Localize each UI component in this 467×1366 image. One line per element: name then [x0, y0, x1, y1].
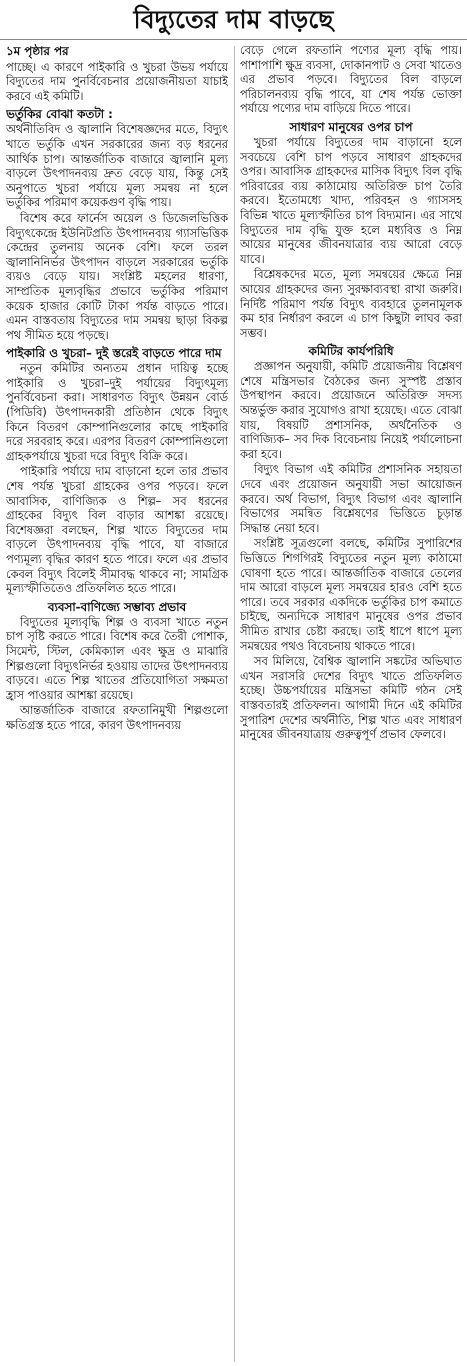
paragraph: বিদ্যুৎ বিভাগ এই কমিটির প্রশাসনিক সহায়তা দেবে এবং প্রয়োজন অনুযায়ী সভা আয়োজন করবে। অর্থ বিভাগ, বিদ্যুৎ বিভাগ এবং জ্বালানি বিভাগের সমন্বিত বিশ্লেষণের ভিত্তিতে চূড়ান্ত সিদ্ধান্ত নেয়া হবে।: [240, 463, 462, 535]
subheading-public-pressure: সাধারণ মানুষের ওপর চাপ: [289, 119, 413, 134]
paragraph: বিশ্লেষকদের মতে, মূল্য সমন্বয়ের ক্ষেত্রে নিম্ন আয়ের গ্রাহকদের জন্য সুরক্ষাব্যবস্থা রাখা জরুরি। নির্দিষ্ট পরিমাণ পর্যন্ত বিদ্যুৎ ব্যবহারে তুলনামূলক কম হার নির্ধারণ করলে এ চাপ কিছুটা লাঘব করা সম্ভব।: [240, 268, 462, 340]
paragraph: আন্তর্জাতিক বাজারে রফতানিমুখী শিল্পগুলো ক্ষতিগ্রস্ত হতে পারে, কারণ উৎপাদনব্যয়: [6, 704, 228, 732]
paragraph: বিশেষ করে ফার্নেস অয়েল ও ডিজেলভিত্তিক বিদ্যুৎকেন্দ্রে ইউনিটপ্রতি উৎপাদনব্যয় গ্যাসভিত্তিক কেন্দ্রের তুলনায় অনেক বেশি। ফলে তরল জ্বালানিনির্ভর উৎপাদন বাড়লে সরকারের ভর্তুকি ব্যয়ও বেড়ে যায়। সংশ্লিষ্ট মহলের ধারণা, সাম্প্রতিক মূল্যবৃদ্ধির প্রভাবে ভর্তুকির পরিমাণ কয়েক হাজার কোটি টাকা পর্যন্ত বাড়তে পারে। এমন বাস্তবতায় বিদ্যুতের দাম সমন্বয় ছাড়া বিকল্প পথ সীমিত হয়ে পড়ছে।: [6, 211, 228, 342]
paragraph: সংশ্লিষ্ট সূত্রগুলো বলছে, কমিটির সুপারিশের ভিত্তিতে শিগগিরই বিদ্যুতের নতুন মূল্য কাঠামো ঘোষণা হতে পারে। আন্তর্জাতিক বাজারে তেলের দাম আরো বাড়লে মূল্য সমন্বয়ের হারও বেশি হতে পারে। তবে সরকার একদিকে ভর্তুকির চাপ কমাতে চাইছে, অন্যদিকে সাধারণ মানুষের ওপর প্রভাব সীমিত রাখার চেষ্টা করছে। তাই ধাপে ধাপে মূল্য সমন্বয়ের পথও বিবেচনায় থাকতে পারে।: [240, 537, 462, 653]
article-column-right: [240, 44, 462, 1362]
paragraph: অর্থনীতিবিদ ও জ্বালানি বিশেষজ্ঞদের মতে, বিদ্যুৎ খাতে ভর্তুকি এখন সরকারের জন্য বড় ধরনের আর্থিক চাপ। আন্তর্জাতিক বাজারে জ্বালানি মূল্য বাড়লে উৎপাদনব্যয় দ্রুত বেড়ে যায়, কিন্তু সেই অনুপাতে খুচরা পর্যায়ে মূল্য সমন্বয় না হলে ভর্তুকির পরিমাণ কয়েকগুণ বৃদ্ধি পায়।: [6, 123, 228, 210]
subheading-business-impact: ব্যবসা-বাণিজ্যে সম্ভাব্য প্রভাব: [47, 599, 187, 614]
paragraph: পাইকারি পর্যায়ে দাম বাড়ানো হলে তার প্রভাব শেষ পর্যন্ত খুচরা গ্রাহকের ওপর পড়বে। ফলে আবাসিক, বাণিজ্যিক ও শিল্প– সব ধরনের গ্রাহকের বিদ্যুৎ বিল বাড়ার আশঙ্কা রয়েছে। বিশেষজ্ঞরা বলছেন, শিল্প খাতে বিদ্যুতের দাম বাড়লে উৎপাদনব্যয় বৃদ্ধি পাবে, যা বাজারে পণ্যমূল্য বৃদ্ধির কারণ হতে পারে। ফলে এর প্রভাব কেবল বিদ্যুৎ বিলেই সীমাবদ্ধ থাকবে না; সামগ্রিক মূল্যস্ফীতিতেও প্রতিফলিত হতে পারে।: [6, 465, 228, 596]
paragraph: খুচরা পর্যায়ে বিদ্যুতের দাম বাড়ানো হলে সবচেয়ে বেশি চাপ পড়বে সাধারণ গ্রাহকদের ওপর। আবাসিক গ্রাহকদের মাসিক বিদ্যুৎ বিল বৃদ্ধি পরিবারের ব্যয় কাঠামোয় অতিরিক্ত চাপ তৈরি করবে। ইতোমধ্যে খাদ্য, পরিবহন ও গ্যাসসহ বিভিন্ন খাতে মূল্যস্ফীতির চাপ বিদ্যমান। এর সাথে বিদ্যুতের দাম বৃদ্ধি যুক্ত হলে মধ্যবিত্ত ও নিম্ন আয়ের মানুষের জীবনযাত্রার ব্যয় আরো বেড়ে যাবে।: [240, 135, 462, 266]
column-divider: [234, 46, 235, 1362]
subheading-wholesale-retail: পাইকারি ও খুচরা– দুই স্তরেই বাড়তে পারে দাম: [6, 346, 222, 361]
article-column-left: [6, 44, 228, 1362]
subheading-committee-scope: কমিটির কার্যপরিধি: [308, 344, 394, 359]
paragraph: পাচ্ছে। এ কারণে পাইকারি ও খুচরা উভয় পর্যায়ে বিদ্যুতের দাম পুনর্বিবেচনার প্রয়োজনীয়তা যাচাই করবে এই কমিটি।: [6, 60, 228, 103]
subheading-subsidy-burden: ভর্তুকির বোঝা কতটা :: [6, 107, 113, 122]
paragraph: সব মিলিয়ে, বৈশ্বিক জ্বালানি সঙ্কটের অভিঘাত এখন সরাসরি দেশের বিদ্যুৎ খাতে প্রতিফলিত হচ্ছে। উচ্চপর্যায়ের মন্ত্রিসভা কমিটি গঠন সেই বাস্তবতারই প্রতিফলন। আগামী দিনে এই কমিটির সুপারিশ দেশের অর্থনীতি, শিল্প খাত এবং সাধারণ মানুষের জীবনযাত্রায় গুরুত্বপূর্ণ প্রভাব ফেলবে।: [240, 655, 462, 742]
paragraph: নতুন কমিটির অন্যতম প্রধান দায়িত্ব হচ্ছে পাইকারি ও খুচরা–দুই পর্যায়ের বিদ্যুৎমূল্য পুনর্বিবেচনা করা। সাধারণত বিদ্যুৎ উন্নয়ন বোর্ড (পিডিবি) উৎপাদনকারী প্রতিষ্ঠান থেকে বিদ্যুৎ কিনে বিতরণ কোম্পানিগুলোর কাছে পাইকারি দরে সরবরাহ করে। এরপর বিতরণ কোম্পানিগুলো গ্রাহকপর্যায়ে খুচরা দরে বিদ্যুৎ বিক্রি করে।: [6, 362, 228, 463]
continued-from-page-ref: ১ম পৃষ্ঠার পর: [6, 44, 69, 58]
paragraph: প্রজ্ঞাপন অনুযায়ী, কমিটি প্রয়োজনীয় বিশ্লেষণ শেষে মন্ত্রিসভার বৈঠকের জন্য সুস্পষ্ট প্রস্তাব উপস্থাপন করবে। প্রয়োজনে অতিরিক্ত সদস্য অন্তর্ভুক্ত করার সুযোগও রাখা হয়েছে। এতে বোঝা যায়, বিষয়টি প্রশাসনিক, অর্থনৈতিক ও বাণিজ্যিক– সব দিক বিবেচনায় নিয়েই পর্যালোচনা করা হবে।: [240, 360, 462, 461]
paragraph: বেড়ে গেলে রফতানি পণ্যের মূল্য বৃদ্ধি পায়। পাশাপাশি ক্ষুদ্র ব্যবসা, দোকানপাট ও সেবা খাতেও এর প্রভাব পড়বে। বিদ্যুতের বিল বাড়লে পরিচালনব্যয় বৃদ্ধি পাবে, যা শেষ পর্যন্ত ভোক্তা পর্যায়ে পণ্যের দাম বাড়িয়ে দিতে পারে।: [240, 44, 462, 116]
paragraph: বিদ্যুতের মূল্যবৃদ্ধি শিল্প ও ব্যবসা খাতে নতুন চাপ সৃষ্টি করতে পারে। বিশেষ করে তৈরী পোশাক, সিমেন্ট, স্টিল, কেমিক্যাল এবং ক্ষুদ্র ও মাঝারি শিল্পগুলো বিদ্যুৎনির্ভর হওয়ায় তাদের উৎপাদনব্যয় বাড়বে। এতে শিল্প খাতের প্রতিযোগিতা সক্ষমতা হ্রাস পাওয়ার আশঙ্কা রয়েছে।: [6, 615, 228, 702]
headline: বিদ্যুতের দাম বাড়ছে: [0, 0, 467, 40]
